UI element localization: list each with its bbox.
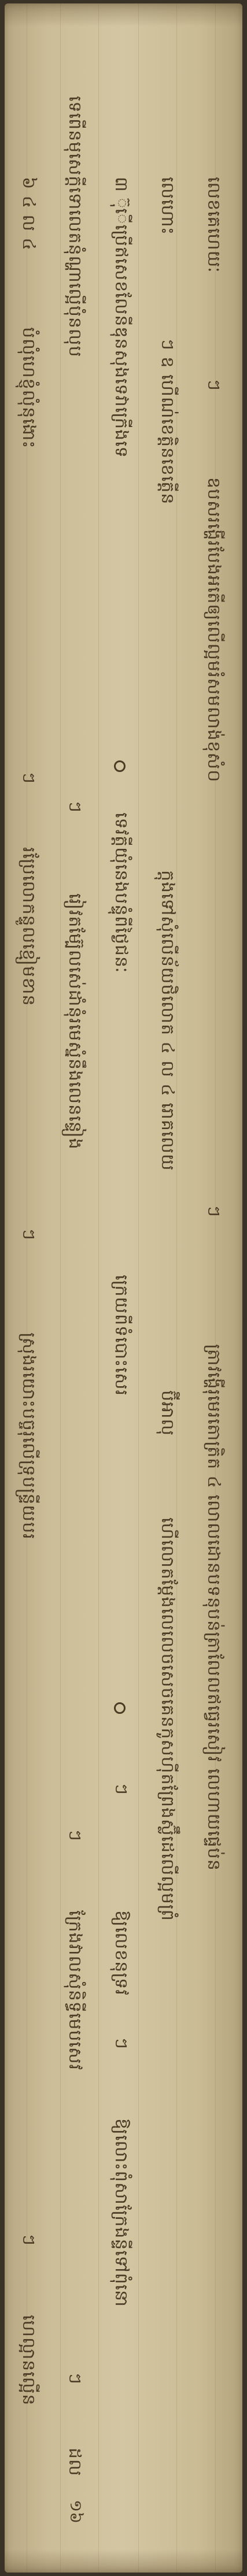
manuscript-line-5-seg-3: ៗ <box>19 772 39 784</box>
manuscript-line-2-seg-5: ហើលោតម្តែងលេលេចសេចគេនកូសហ៊ីតព្រែងស្ល៊ឹដេលើល្អមព្រំ <box>157 1517 178 1921</box>
manuscript-line-4-seg-5: ក្រែងវាលសុំនិទ្ធីមេបសេវ <box>65 1910 85 2071</box>
manuscript-line-4-seg-3: រៀវតម្ប៊ែលសេ់ដាំនុំរមេស្នំនឹងលេនន្ទៀង <box>65 893 85 1150</box>
manuscript-line-1-seg-1: លេខគេហេយៈ <box>204 177 224 273</box>
manuscript-line-5-seg-4: រប្រែលោកន្ទូលខ្មៀមខាន <box>19 847 39 1007</box>
manuscript-line-1-seg-2: ៗ <box>204 379 224 391</box>
manuscript-line-5-seg-8: ហេល្អានល្អើន <box>19 2315 39 2406</box>
manuscript-line-3-seg-8: ៗ <box>111 2037 131 2050</box>
manuscript-line-4-seg-6: ៗ <box>65 2373 85 2385</box>
manuscript-line-3-seg-7: ឱ្យលេខនុទ្រវ <box>111 1910 131 1996</box>
manuscript-line-5-seg-6: ស្រុងរយោះបច្ចរុលើទ្រុបន្ទ្រីយបរ <box>19 1332 39 1540</box>
manuscript-line-5-seg-2: បំលុំហេខ្ញុំលុំនុងោះ <box>19 327 39 449</box>
manuscript-line-4-seg-1: ទេពើនមុសេក្តីទោលេតនុំណ្ហាល្អើបុំនលុប <box>65 96 85 358</box>
manuscript-text-block <box>5 3 242 2573</box>
page-number: ១៦ <box>67 2500 86 2524</box>
palm-leaf-manuscript <box>5 3 242 2573</box>
manuscript-line-4-seg-7: ដល <box>65 2448 85 2477</box>
manuscript-line-4-seg-4: ៗ <box>65 1829 85 1842</box>
manuscript-line-2-seg-3: ក្តុងទៅសុំលើន័យថិលោត ៤ ល ៤ រោគលេយ <box>157 870 178 1171</box>
manuscript-line-3-seg-9: ឱ្យលោះពុំសាក្រែងន្ទីទៅពុំនោ <box>111 2118 131 2307</box>
manuscript-line-2-seg-4: ប៊ីអាលុ <box>157 1390 178 1437</box>
manuscript-line-1-seg-3: ឧបសរង្ហើរបែងអតើឲ្យលើល្អមរំសមលាង់ខុសំ០ <box>204 477 224 783</box>
manuscript-line-5-seg-1: ៦ ៤ ល ៤ <box>19 177 39 251</box>
manuscript-line-1-seg-4: ៗ <box>204 1205 224 1218</box>
manuscript-line-5-seg-7: ៗ <box>19 2234 39 2246</box>
manuscript-line-1-seg-5: ត្រាវង្ហើរុមេរតោត្រិត ៤ លោលដោនបទនុបន់ត្រាលែលឥធ្វេរសៀវ លេហាយផ្ទេប់ន <box>204 1344 224 1871</box>
manuscript-line-3-seg-1: ៣ ៊ុើប្រើឥសេខលែនីឌុនសុងទេវាក្រើងទេ <box>111 177 131 458</box>
circle-punctuation-mark <box>114 1702 126 1714</box>
manuscript-line-2-seg-2: ៗ ឧ ហើណ់ខេត្តិនខេត្តើន <box>157 339 178 505</box>
manuscript-line-4-seg-2: ៗ <box>65 801 85 813</box>
manuscript-line-5-seg-5: ៗ <box>19 1228 39 1241</box>
circle-punctuation-mark <box>114 760 126 772</box>
manuscript-line-3-seg-4: ក្រេយពីទំបោះសេរ <box>111 1275 131 1397</box>
manuscript-line-3-seg-6: ៗ <box>111 1783 131 1795</box>
manuscript-line-2-seg-1: លេហោះ <box>157 177 178 235</box>
manuscript-line-3-seg-3: ទេវត្តីយុំនេងបន្ទុំពីថ្ងៃជនៈ <box>111 812 131 974</box>
